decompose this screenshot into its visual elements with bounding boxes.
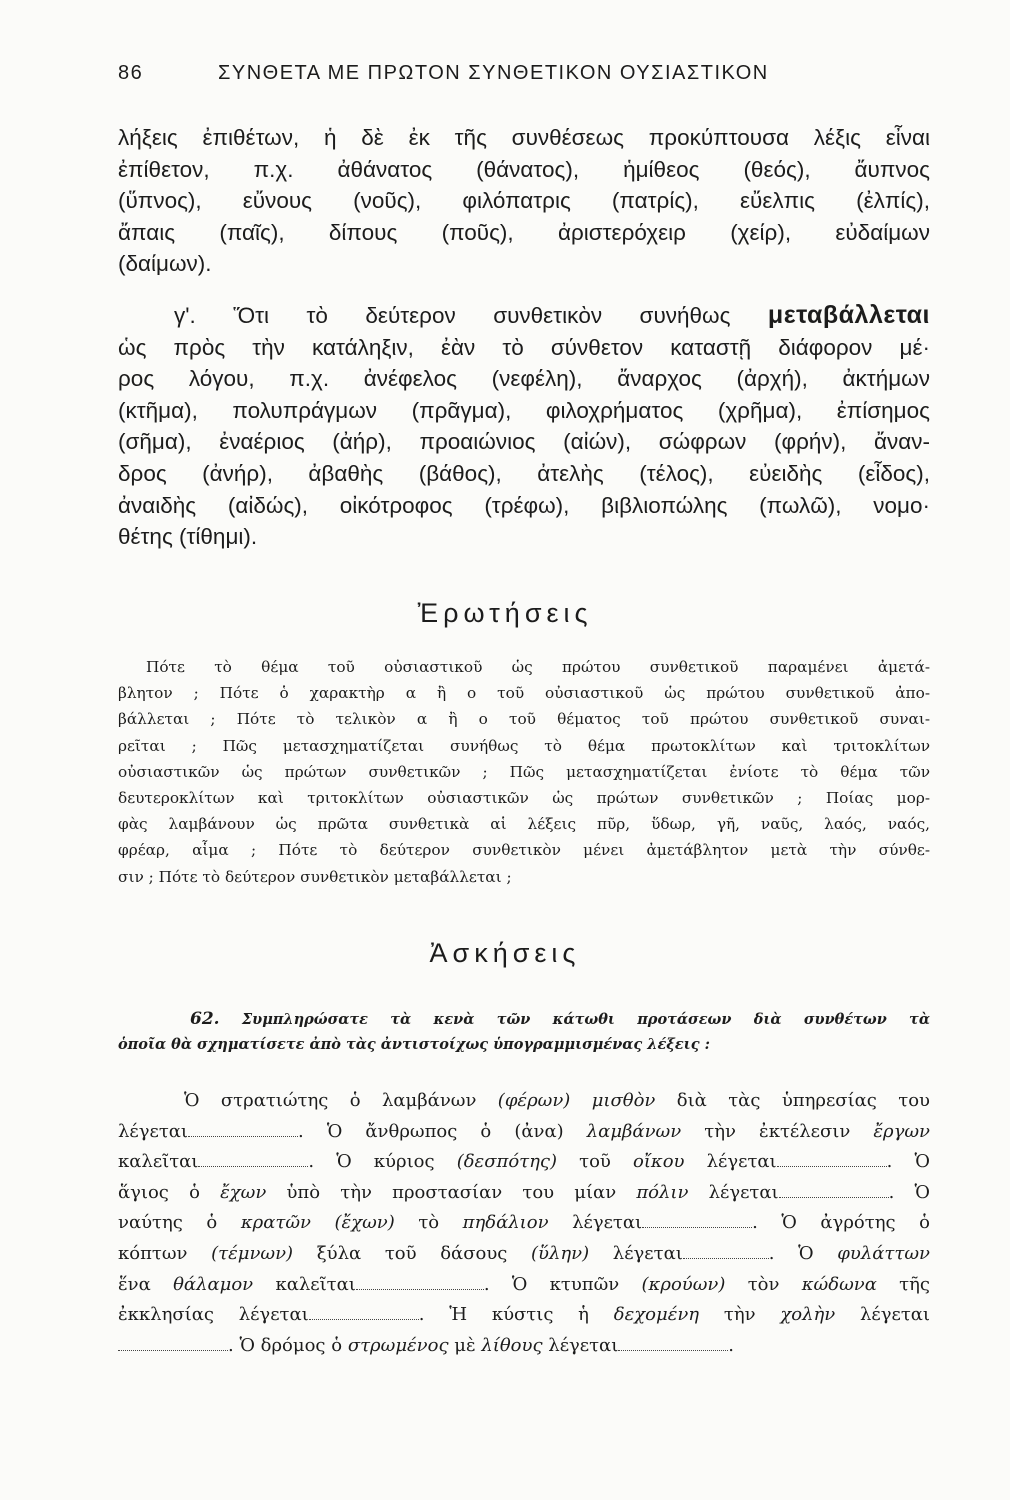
sentence-text: μὲ: [454, 1334, 476, 1356]
text-line: ρεῖται ; Πῶς μετασχηματίζεται συνήθως τὸ θέμα πρωτοκλίτων καὶ τριτοκλίτων: [118, 736, 930, 755]
sentence-text: . Ὁ: [886, 1151, 930, 1173]
blank-field[interactable]: [777, 1152, 887, 1167]
sentence-text: λέγεται: [548, 1334, 619, 1356]
underlined-word: πηδάλιον: [462, 1212, 549, 1234]
underlined-word: ἔχων: [220, 1181, 267, 1203]
running-title: ΣΥΝΘΕΤΑ ΜΕ ΠΡΩΤΟΝ ΣΥΝΘΕΤΙΚΟΝ ΟΥΣΙΑΣΤΙΚΟΝ: [218, 62, 769, 84]
text-line: [118, 1239, 930, 1270]
text-line: (δαίμων).: [118, 251, 212, 277]
text-line: φρέαρ, αἷμα ; Πότε τὸ δεύτερον συνθετικὸν μένει ἀμετάβλητον μετὰ τὴν σύνθε-: [118, 841, 930, 860]
text-line: οὐσιαστικῶν ὡς πρώτων συνθετικῶν ; Πῶς μετασχηματίζεται ἐνίοτε τὸ θέμα τῶν: [118, 762, 930, 781]
sentence-text: . Ἡ κύστις ἡ: [418, 1304, 589, 1326]
blank-field[interactable]: [309, 1305, 419, 1320]
exercises-title: Ἀσκήσεις: [429, 938, 581, 968]
underlined-word: κώδωνα: [801, 1273, 877, 1295]
exercise-sentences: [118, 1086, 930, 1361]
text-line: σιν ; Πότε τὸ δεύτερον συνθετικὸν μεταβάλλεται ;: [118, 867, 512, 886]
sentence-text: λέγεται: [118, 1120, 188, 1142]
text-line: [118, 1006, 930, 1032]
text-line: [118, 1208, 930, 1239]
underlined-word: (ὕλην): [531, 1242, 590, 1264]
sentence-text: ναύτης ὁ: [118, 1212, 218, 1234]
sentence-text: Ὁ στρατιώτης ὁ λαμβάνων: [184, 1090, 477, 1111]
rule-c-paragraph: [118, 300, 930, 553]
sentence-text: λέγεται: [860, 1304, 930, 1326]
text-line: φὰς λαμβάνουν ὡς πρῶτα συνθετικὰ αἱ λέξεις πῦρ, ὕδωρ, γῆ, ναῦς, λαός, ναός,: [118, 815, 930, 834]
underlined-word: οἴκου: [633, 1151, 685, 1173]
text-line: βάλλεται ; Πότε τὸ τελικὸν α ἢ ο τοῦ θέματος τοῦ πρώτου συνθετικοῦ συναι-: [118, 710, 930, 729]
text-line: ρος λόγου, π.χ. ἀνέφελος (νεφέλη), ἄναρχος (ἀρχή), ἀκτήμων: [118, 366, 930, 392]
underlined-word: φυλάττων: [837, 1242, 930, 1264]
blank-field[interactable]: [779, 1183, 889, 1198]
sentence-text: λέγεται: [708, 1181, 779, 1203]
underlined-word: (δεσπότης): [456, 1151, 558, 1173]
emphasized-term: μεταβάλλεται: [767, 301, 930, 329]
sentence-text: ἕνα: [118, 1273, 151, 1295]
text-line: [118, 1117, 930, 1148]
text-line: [118, 1270, 930, 1301]
underlined-word: στρωμένος: [347, 1334, 449, 1356]
sentence-text: τὸν: [747, 1273, 780, 1295]
blank-field[interactable]: [683, 1244, 769, 1259]
underlined-word: δεχομένη: [613, 1304, 700, 1326]
text-line: [118, 1086, 930, 1117]
text-line: βλητον ; Πότε ὁ χαρακτὴρ α ἢ ο τοῦ οὐσιαστικοῦ ὡς πρώτου συνθετικοῦ ἀπο-: [118, 684, 930, 703]
rule-c-intro: γ'. Ὅτι τὸ δεύτερον συνθετικὸν συνήθως: [174, 303, 731, 328]
exercise-number: 62.: [190, 1009, 220, 1029]
blank-field[interactable]: [618, 1336, 728, 1351]
questions-title: Ἐρωτήσεις: [417, 598, 593, 628]
sentence-text: .: [728, 1334, 735, 1356]
text-line: Πότε τὸ θέμα τοῦ οὐσιαστικοῦ ὡς πρώτου συνθετικοῦ παραμένει ἀμετά-: [146, 658, 930, 676]
blank-field[interactable]: [118, 1336, 228, 1351]
sentence-text: διὰ τὰς ὑπηρεσίας του: [676, 1090, 930, 1111]
underlined-word: ἔργων: [873, 1120, 930, 1142]
underlined-word: λαμβάνων: [586, 1120, 682, 1142]
text-line: [118, 1178, 930, 1209]
sentence-text: . Ὁ ἀγρότης ὁ: [752, 1212, 930, 1234]
text-line: δευτεροκλίτων καὶ τριτοκλίτων οὐσιαστικῶν ὡς πρώτων συνθετικῶν ; Ποίας μορ-: [118, 788, 930, 807]
text-line: (σῆμα), ἐναέριος (ἀήρ), προαιώνιος (αἰών), σώφρων (φρήν), ἄναν-: [118, 429, 930, 455]
sentence-text: τὴν ἐκτέλεσιν: [704, 1120, 851, 1142]
underlined-word: χολὴν: [780, 1304, 836, 1326]
text-line: (κτῆμα), πολυπράγμων (πρᾶγμα), φιλοχρήματος (χρῆμα), ἐπίσημος: [118, 397, 930, 423]
sentence-text: καλεῖται: [275, 1273, 356, 1295]
text-line: [118, 1300, 930, 1331]
sentence-text: κόπτων: [118, 1242, 188, 1264]
sentence-text: τὴν: [723, 1304, 756, 1326]
text-line: ὁποῖα θὰ σχηματίσετε ἀπὸ τὰς ἀντιστοίχως ὑπογραμμισμένας λέξεις :: [118, 1036, 710, 1053]
sentence-text: ξύλα τοῦ δάσους: [316, 1242, 508, 1264]
text-line: δρος (ἀνήρ), ἀβαθὴς (βάθος), ἀτελὴς (τέλος), εὐειδὴς (εἶδος),: [118, 460, 930, 486]
text-line: ἀναιδὴς (αἰδώς), οἰκότροφος (τρέφω), βιβλιοπώλης (πωλῶ), νομο·: [118, 492, 930, 518]
blank-field[interactable]: [198, 1152, 308, 1167]
blank-field[interactable]: [642, 1213, 752, 1228]
sentence-text: τοῦ: [579, 1151, 611, 1173]
rule-b-paragraph: [118, 122, 930, 280]
sentence-text: . Ὁ κτυπῶν: [483, 1273, 620, 1295]
underlined-word: κρατῶν (ἔχων): [240, 1212, 395, 1234]
text-line: [118, 300, 930, 332]
sentence-text: . Ὁ ἄνθρωπος ὁ (ἀνα): [298, 1120, 564, 1142]
underlined-word: (κρούων): [641, 1273, 726, 1295]
text-line: λήξεις ἐπιθέτων, ἡ δὲ ἐκ τῆς συνθέσεως προκύπτουσα λέξις εἶναι: [118, 125, 930, 150]
sentence-text: καλεῖται: [118, 1151, 199, 1173]
sentence-text: τὸ: [418, 1212, 440, 1234]
exercise-instruction: [118, 1006, 930, 1058]
underlined-word: (τέμνων): [211, 1242, 294, 1264]
sentence-text: λέγεται: [612, 1242, 683, 1264]
text-line: ἐπίθετον, π.χ. ἀθάνατος (θάνατος), ἡμίθεος (θεός), ἄυπνος: [118, 156, 930, 182]
underlined-word: θάλαμον: [173, 1273, 254, 1295]
sentence-text: ἅγιος ὁ: [118, 1181, 200, 1203]
blank-field[interactable]: [188, 1122, 298, 1137]
text-line: [118, 1147, 930, 1178]
page-number: 86: [118, 62, 144, 84]
sentence-text: λέγεται: [706, 1151, 777, 1173]
questions-paragraph: [118, 654, 930, 890]
sentence-text: . Ὁ κύριος: [308, 1151, 435, 1173]
underlined-word: πόλιν: [636, 1181, 689, 1203]
sentence-text: λέγεται: [572, 1212, 643, 1234]
text-line: ἄπαις (παῖς), δίπους (ποῦς), ἀριστερόχειρ (χείρ), εὐδαίμων: [118, 219, 930, 245]
underlined-word: (φέρων) μισθὸν: [497, 1090, 656, 1111]
blank-field[interactable]: [356, 1275, 484, 1290]
sentence-text: . Ὁ: [768, 1242, 814, 1264]
text-line: (ὕπνος), εὔνους (νοῦς), φιλόπατρις (πατρίς), εὔελπις (ἐλπίς),: [118, 188, 930, 214]
sentence-text: . Ὁ: [888, 1181, 930, 1203]
sentence-text: τῆς: [899, 1273, 930, 1295]
text-line: θέτης (τίθημι).: [118, 524, 258, 550]
text-line: ὡς πρὸς τὴν κατάληξιν, ἐὰν τὸ σύνθετον καταστῇ διάφορον μέ·: [118, 334, 930, 360]
text-line: [118, 1331, 930, 1362]
sentence-text: ὑπὸ τὴν προστασίαν του μίαν: [286, 1181, 617, 1203]
instruction-text: Συμπληρώσατε τὰ κενὰ τῶν κάτωθι προτάσεων διὰ συνθέτων τὰ: [241, 1011, 930, 1028]
sentence-text: . Ὁ δρόμος ὁ: [228, 1334, 343, 1356]
underlined-word: λίθους: [481, 1334, 543, 1356]
sentence-text: ἐκκλησίας λέγεται: [118, 1304, 309, 1326]
